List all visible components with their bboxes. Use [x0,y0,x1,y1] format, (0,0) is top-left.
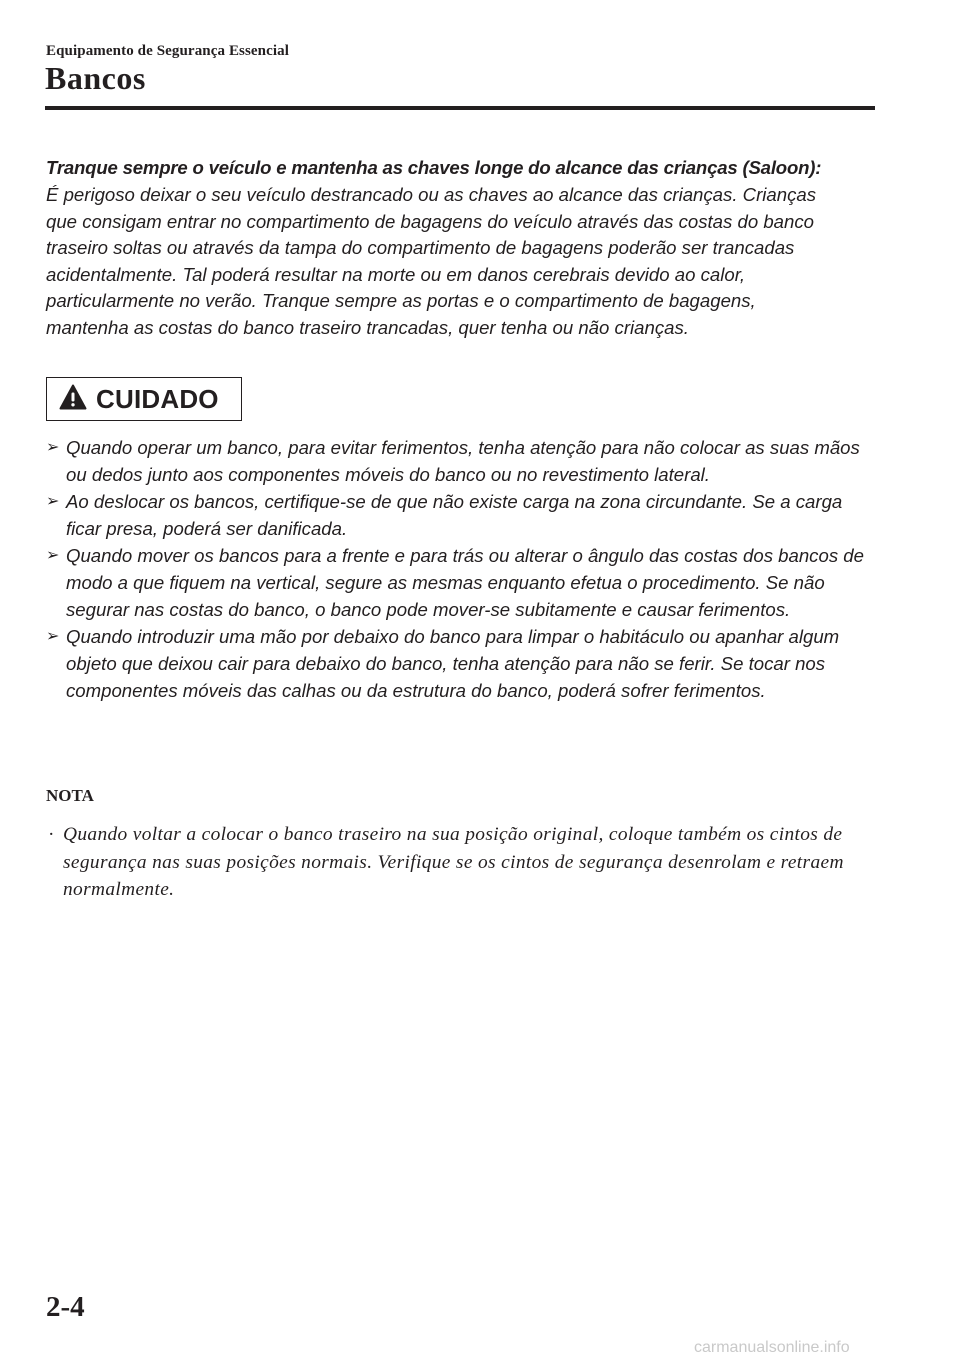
warning-line: que consigam entrar no compartimento de bagagens do veículo através das costas do banco [46,210,814,232]
arrow-bullet-icon: ➢ [46,628,60,645]
note-item-text: Quando voltar a colocar o banco traseiro na sua posição original, coloque também os cintos de segurança nas suas posições normais. Verifique se os cintos de segurança desenrolam e retraem normalmente. [63,824,844,900]
caution-item-text: Quando operar um banco, para evitar ferimentos, tenha atenção para não colocar as suas mãos ou dedos junto aos componentes móveis do banco ou no revestimento lateral. [66,437,860,485]
warning-line: traseiro soltas ou através da tampa do compartimento de bagagens poderão ser trancadas [46,237,795,259]
page-title: Bancos [45,60,146,96]
arrow-bullet-icon: ➢ [46,439,60,456]
section-label: Equipamento de Segurança Essencial [46,43,290,59]
caution-item-text: Quando introduzir uma mão por debaixo do banco para limpar o habitáculo ou apanhar algum objeto que deixou cair para debaixo do banco, tenha atenção para não se ferir. Se tocar nos componentes móveis das calhas ou da estrutura do banco, poderá sofrer ferimentos. [66,626,840,701]
page-number: 2-4 [46,1291,85,1323]
caution-item [46,542,876,623]
warning-line: mantenha as costas do banco traseiro trancadas, quer tenha ou não crianças. [46,316,689,338]
arrow-bullet-icon: ➢ [46,547,60,564]
caution-item [46,434,876,488]
caution-item [46,623,876,704]
caution-item-text: Ao deslocar os bancos, certifique-se de que não existe carga na zona circundante. Se a carga ficar presa, poderá ser danificada. [66,491,843,539]
warning-line: É perigoso deixar o seu veículo destrancado ou as chaves ao alcance das crianças. Crianças [46,184,817,205]
caution-label: CUIDADO [96,383,219,414]
arrow-bullet-icon: ➢ [46,493,60,510]
note-item [46,821,876,904]
warning-text [46,182,876,342]
caution-list [46,434,876,704]
note-heading: NOTA [46,786,94,805]
warning-triangle-icon [59,384,87,415]
warning-line: particularmente no verão. Tranque sempre as portas e o compartimento de bagagens, [46,290,756,312]
dot-bullet-icon: · [48,824,55,845]
watermark-link[interactable]: carmanualsonline.info [694,1339,850,1356]
warning-line: acidentalmente. Tal poderá resultar na morte ou em danos cerebrais devido ao calor, [46,263,746,285]
title-divider [45,106,875,110]
caution-item-text: Quando mover os bancos para a frente e para trás ou alterar o ângulo das costas dos bancos de modo a que fiquem na vertical, segure as mesmas enquanto efetua o procedimento. Se não segurar nas costas do banco, o banco pode mover-se subitamente e causar ferimentos. [66,545,864,620]
caution-item [46,488,876,542]
note-list [46,821,876,904]
warning-heading: Tranque sempre o veículo e mantenha as chaves longe do alcance das crianças (Saloon): [46,157,822,178]
caution-banner [46,377,242,421]
